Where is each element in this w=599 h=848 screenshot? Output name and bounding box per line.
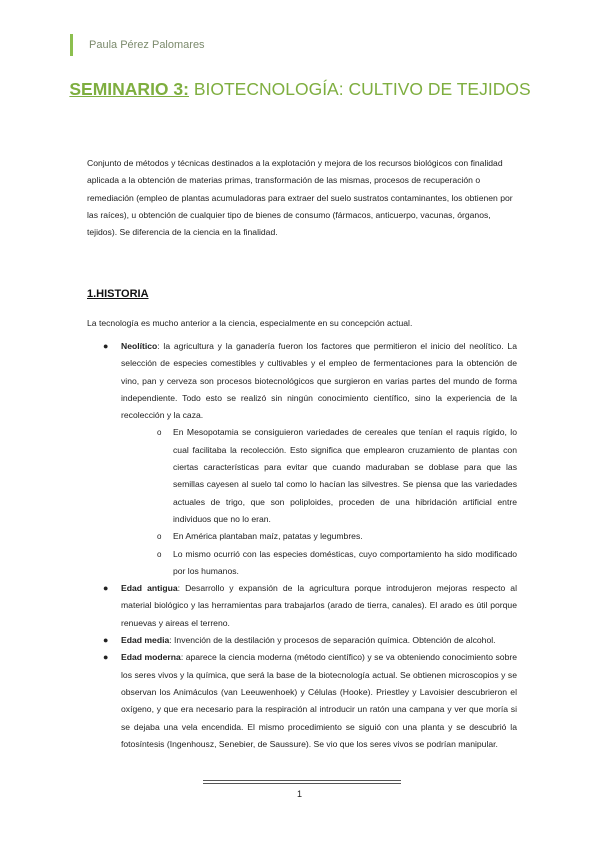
- document-title: [60, 78, 540, 100]
- footer-divider: [203, 780, 401, 781]
- bullet-icon: ●: [103, 635, 109, 646]
- sublist-item-text: En América plantaban maíz, patatas y legumbres.: [173, 531, 363, 542]
- history-list-container: [87, 338, 517, 753]
- list-item-neolitico: [87, 338, 517, 580]
- page-number: 1: [296, 789, 302, 799]
- list-item-text: : la agricultura y la ganadería fueron los factores que permitieron el inicio del neolítico. La selección de especies comestibles y cultivables y el empleo de fermentaciones para la obtención de vino, pan y cerveza son procesos biotecnológicos que surgieron en varias partes del mundo de forma independiente. Todo esto se realizó sin ningún conocimiento científico, sino la experiencia de la recolección y la caza.: [121, 341, 517, 421]
- list-item-term: Edad media: [121, 635, 170, 646]
- bullet-icon: ●: [103, 341, 109, 351]
- header-author: Paula Pérez Palomares: [89, 39, 205, 51]
- history-list: [87, 338, 517, 753]
- list-item-edad-moderna: [87, 649, 517, 753]
- circle-bullet-icon: o: [157, 549, 162, 559]
- circle-bullet-icon: o: [157, 532, 162, 542]
- list-item-edad-media: [87, 632, 517, 649]
- list-item-edad-antigua: [87, 580, 517, 632]
- title-seminar-label: SEMINARIO 3:: [69, 79, 189, 99]
- bullet-icon: ●: [103, 583, 109, 594]
- sublist-item: [157, 546, 517, 581]
- list-item-term: Edad antigua: [121, 583, 178, 594]
- circle-bullet-icon: o: [157, 428, 162, 438]
- title-subject: BIOTECNOLOGÍA: CULTIVO DE TEJIDOS: [188, 79, 531, 99]
- list-item-term: Neolítico: [121, 341, 158, 351]
- sublist-item: [157, 528, 517, 545]
- footer-divider: [203, 783, 401, 784]
- list-item-text: : Invención de la destilación y procesos de separación química. Obtención de alcohol.: [169, 635, 496, 646]
- list-item-term: Edad moderna: [121, 652, 181, 663]
- intro-paragraph: Conjunto de métodos y técnicas destinados a la explotación y mejora de los recursos biológicos con finalidad aplicada a la obtención de materias primas, transformación de las mismas, procesos de recuperación o remediación (empleo de plantas acumuladoras para extraer del suelo sustratos contaminantes, los obtienen por las raíces), u obtención de cualquier tipo de bienes de consumo (fármacos, anticuerpo, vacunas, órganos, tejidos). Se diferencia de la ciencia en la finalidad.: [87, 158, 513, 238]
- sublist-item-text: En Mesopotamia se consiguieron variedades de cereales que tenían el raquis rígido, lo cual facilitaba la recolección. Esto significa que emplearon cruzamiento de plantas con ciertas características para evitar que cuando maduraban se doblase para que las semillas cayesen al suelo tal como lo hacían las silvestres. Se piensa que las variedades actuales de trigo, que son poliploides, proceden de una hibridación artificial entre individuos que no lo eran.: [173, 427, 517, 524]
- sublist-item: [157, 424, 517, 528]
- sublist: [121, 424, 517, 580]
- list-item-text: : Desarrollo y expansión de la agricultura porque introdujeron mejoras respecto al material biológico y las herramientas para trabajarlos (arado de tierra, canales). El arado es útil porque renuevas y aireas el terreno.: [121, 583, 517, 628]
- running-header: [70, 34, 205, 56]
- section-heading: 1.HISTORIA: [87, 288, 149, 300]
- section-lead: La tecnología es mucho anterior a la ciencia, especialmente en su concepción actual.: [87, 318, 413, 328]
- bullet-icon: ●: [103, 652, 109, 663]
- list-item-text: : aparece la ciencia moderna (método científico) y se va obteniendo conocimiento sobre los seres vivos y la química, que será la base de la biotecnología actual. Se obtienen microscopios y se observan los Animáculos (van Leeuwenhoek) y Células (Hooke). Priestley y Lavoisier descubrieron el oxígeno, y que era necesario para la respiración al introducir un ratón una campana y ver que moría si se dejaba una vela encendida. El mismo procedimiento se siguió con una planta y se descubrió la fotosíntesis (Ingenhousz, Senebier, de Saussure). Se vio que los seres vivos se podrían manipular.: [121, 652, 517, 749]
- sublist-item-text: Lo mismo ocurrió con las especies domésticas, cuyo comportamiento ha sido modificado por los humanos.: [173, 548, 517, 576]
